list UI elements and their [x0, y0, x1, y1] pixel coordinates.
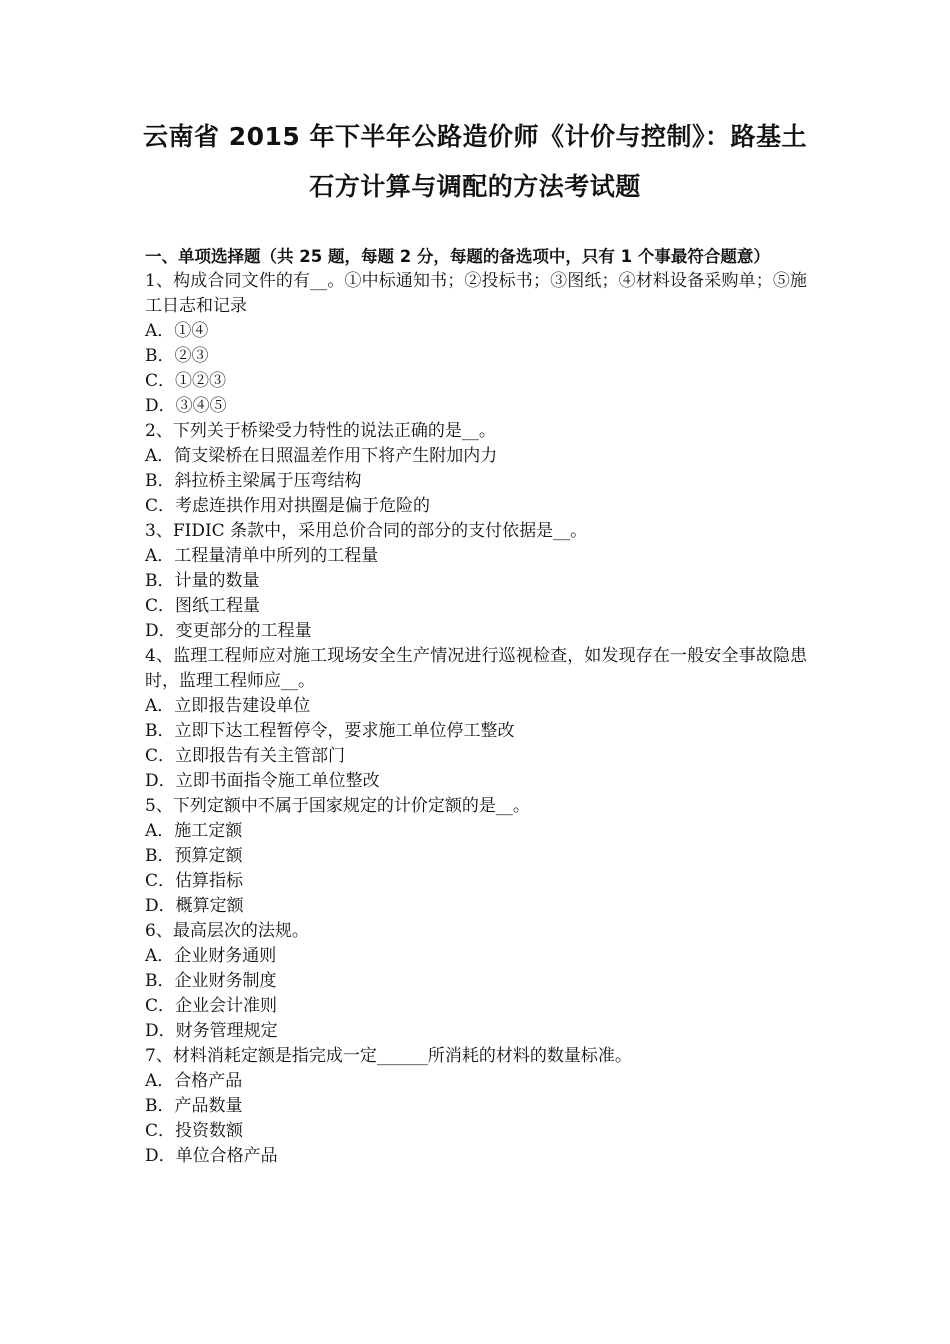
answer-options	[145, 319, 807, 419]
answer-option: A．工程量清单中所列的工程量	[145, 546, 379, 566]
answer-option: D．变更部分的工程量	[145, 621, 312, 641]
answer-option: D．单位合格产品	[145, 1146, 278, 1166]
question-stem: 3、FIDIC 条款中，采用总价合同的部分的支付依据是__。	[145, 521, 588, 541]
answer-option: C．投资数额	[145, 1121, 244, 1141]
answer-options	[145, 544, 807, 644]
answer-option: B．斜拉桥主梁属于压弯结构	[145, 471, 362, 491]
question-stem: 4、监理工程师应对施工现场安全生产情况进行巡视检查，如发现存在一般安全事故隐患时，监理工程师应__。	[145, 646, 807, 691]
question-block	[145, 519, 807, 644]
answer-options	[145, 819, 807, 919]
answer-option: A．合格产品	[145, 1071, 243, 1091]
question-block	[145, 919, 807, 1044]
answer-option: A．①④	[145, 321, 209, 341]
questions-list	[145, 269, 807, 1169]
title-line-1: 云南省 2015 年下半年公路造价师《计价与控制》：路基土	[143, 122, 807, 151]
answer-option: C．考虑连拱作用对拱圈是偏于危险的	[145, 496, 431, 516]
question-stem: 6、最高层次的法规。	[145, 921, 309, 941]
answer-option: A．立即报告建设单位	[145, 696, 311, 716]
document-title	[100, 112, 850, 212]
answer-option: D．立即书面指令施工单位整改	[145, 771, 380, 791]
answer-options	[145, 1069, 807, 1169]
answer-option: B．②③	[145, 346, 209, 366]
question-block	[145, 269, 807, 419]
question-block	[145, 419, 807, 519]
answer-option: C．①②③	[145, 371, 227, 391]
answer-options	[145, 694, 807, 794]
answer-option: B．产品数量	[145, 1096, 243, 1116]
answer-option: B．企业财务制度	[145, 971, 277, 991]
question-stem: 1、构成合同文件的有__。①中标通知书；②投标书；③图纸；④材料设备采购单；⑤施工日志和记录	[145, 271, 807, 316]
answer-option: B．计量的数量	[145, 571, 260, 591]
answer-options	[145, 444, 807, 519]
answer-option: C．图纸工程量	[145, 596, 261, 616]
section-heading: 一、单项选择题（共 25 题，每题 2 分，每题的备选项中，只有 1 个事最符合题意）	[145, 247, 770, 266]
question-stem: 5、下列定额中不属于国家规定的计价定额的是__。	[145, 796, 530, 816]
answer-option: A．简支梁桥在日照温差作用下将产生附加内力	[145, 446, 498, 466]
question-block	[145, 1044, 807, 1169]
answer-option: B．立即下达工程暂停令，要求施工单位停工整改	[145, 721, 515, 741]
title-line-2: 石方计算与调配的方法考试题	[309, 172, 641, 201]
answer-option: C．企业会计准则	[145, 996, 278, 1016]
answer-option: D．概算定额	[145, 896, 244, 916]
question-stem: 7、材料消耗定额是指完成一定______所消耗的材料的数量标准。	[145, 1046, 632, 1066]
answer-option: D．③④⑤	[145, 396, 227, 416]
question-stem: 2、下列关于桥梁受力特性的说法正确的是__。	[145, 421, 496, 441]
answer-option: B．预算定额	[145, 846, 243, 866]
answer-option: A．企业财务通则	[145, 946, 277, 966]
answer-option: D．财务管理规定	[145, 1021, 278, 1041]
answer-options	[145, 944, 807, 1044]
document-body	[145, 244, 807, 1169]
answer-option: C．估算指标	[145, 871, 244, 891]
question-block	[145, 644, 807, 794]
answer-option: C．立即报告有关主管部门	[145, 746, 346, 766]
question-block	[145, 794, 807, 919]
answer-option: A．施工定额	[145, 821, 243, 841]
